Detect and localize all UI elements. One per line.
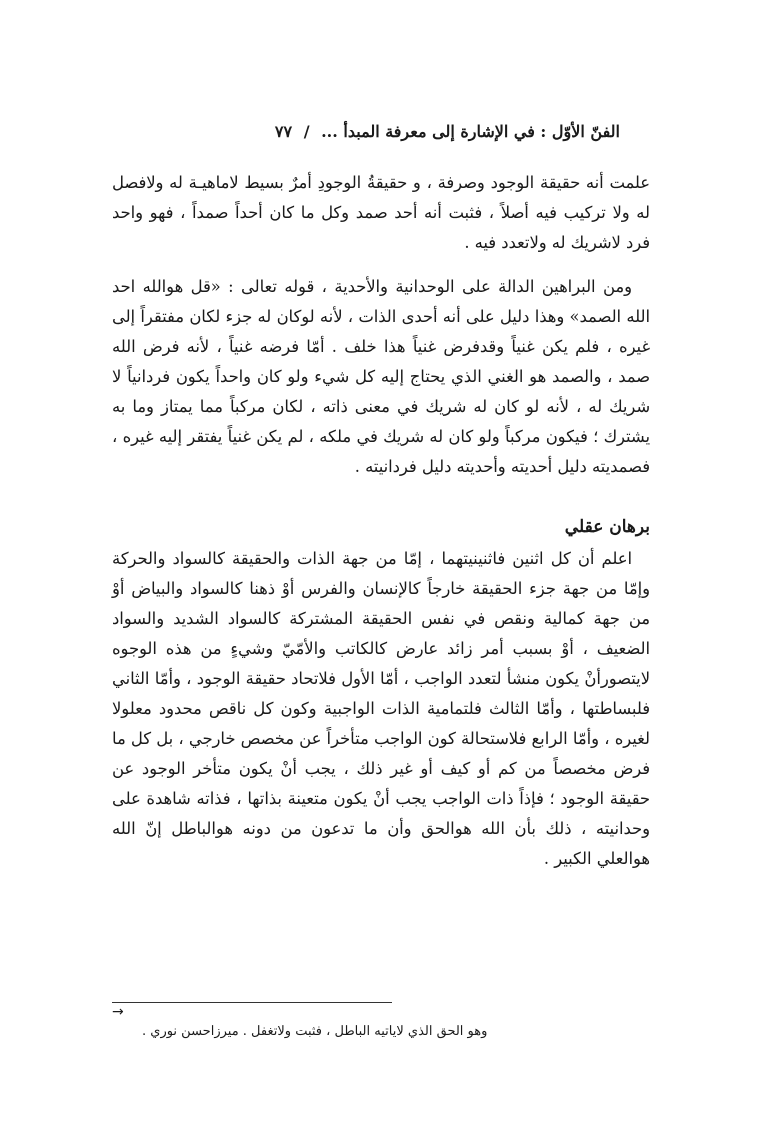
paragraph-2: ومن البراهين الدالة على الوحدانية والأحدية ، قوله تعالى : «قل هوالله احد الله الصمد» وهذا دليل على أنه أحدى الذات ، لأنه لوكان له جزء لكان مفتقراً إلى غيره ، فلم يكن غنياً وقدفرض غنياً هذا خلف . أمّا فرضه غنياً ، لأنه فرض الله صمد ، والصمد هو الغني الذي يحتاج إليه كل شيء ولو كان واحداً يكون فردانياً لا شريك له ، لأنه لو كان له شريك في معنى ذاته ، لكان مركباً مما يمتاز وما به يشترك ؛ فيكون مركباً ولو كان له شريك في ملكه ، لم يكن غنياً يفتقر إليه غيره ، فصمديته دليل أحديته وأحديته دليل فردانيته . — [112, 277, 650, 476]
section-heading: برهان عقلي — [564, 517, 650, 537]
page-number: ٧٧ — [274, 122, 293, 141]
footnote-area — [112, 1002, 650, 1043]
chapter-title: الفنّ الأوّل : في الإشارة إلى معرفة المبدأ ... — [321, 122, 620, 141]
running-header — [110, 122, 620, 152]
paragraph-3: اعلم أن كل اثنين فاثنينيتهما ، إمّا من جهة الذات والحقيقة كالسواد والحركة وإمّا من جهة جزء الحقيقة خارجاً كالإنسان والفرس أوْ ذهنا كالسواد والبياض أوْ من جهة كمالية ونقص في نفس الحقيقة المشتركة كالسواد الشديد والسواد الضعيف ، أوْ بسبب أمر زائد عارض كالكاتب والأمّيّ وشيءٍ من هذه الوجوه لايتصورأنْ يكون منشأ لتعدد الواجب ، أمّا الأول فلاتحاد حقيقة الوجود ، وأمّا الثاني فلبساطتها ، وأمّا الثالث فلتمامية الذات الواجبية وكون كل ناقص محدود معلولا لغيره ، وأمّا الرابع فلاستحالة كون الواجب متأخراً عن مخصص خارجي ، بل كل ما فرض مخصصاً من كم أو كيف أو غير ذلك ، يجب أنْ يكون متأخر الوجود عن حقيقة الوجود ؛ فإذاً ذات الواجب يجب أنْ يكون متعينة بذاتها ، فذاته شاهدة على وحدانيته ، ذلك بأن الله هوالحق وأن ما تدعون من دونه هوالباطل إنّ الله هوالعلي الكبير . — [112, 549, 650, 868]
main-text — [112, 168, 650, 874]
footnote-arrow-icon: → — [112, 1004, 124, 1020]
footnote-text: وهو الحق الذي لاياتيه الباطل ، فثبت ولاتغفل . ميرزاحسن نوري . — [142, 1024, 488, 1039]
footnote-rule — [112, 1002, 392, 1020]
paragraph-1: علمت أنه حقيقة الوجود وصرفة ، و حقيقةُ الوجودِ أمرٌ بسيط لاماهيـة له ولافصل له ولا تركيب فيه أصلاً ، فثبت أنه أحد صمد وكل ما كان أحداً صمداً ، فهو واحد فرد لاشريك له ولاتعدد فيه . — [112, 173, 650, 252]
header-separator: / — [303, 122, 310, 141]
